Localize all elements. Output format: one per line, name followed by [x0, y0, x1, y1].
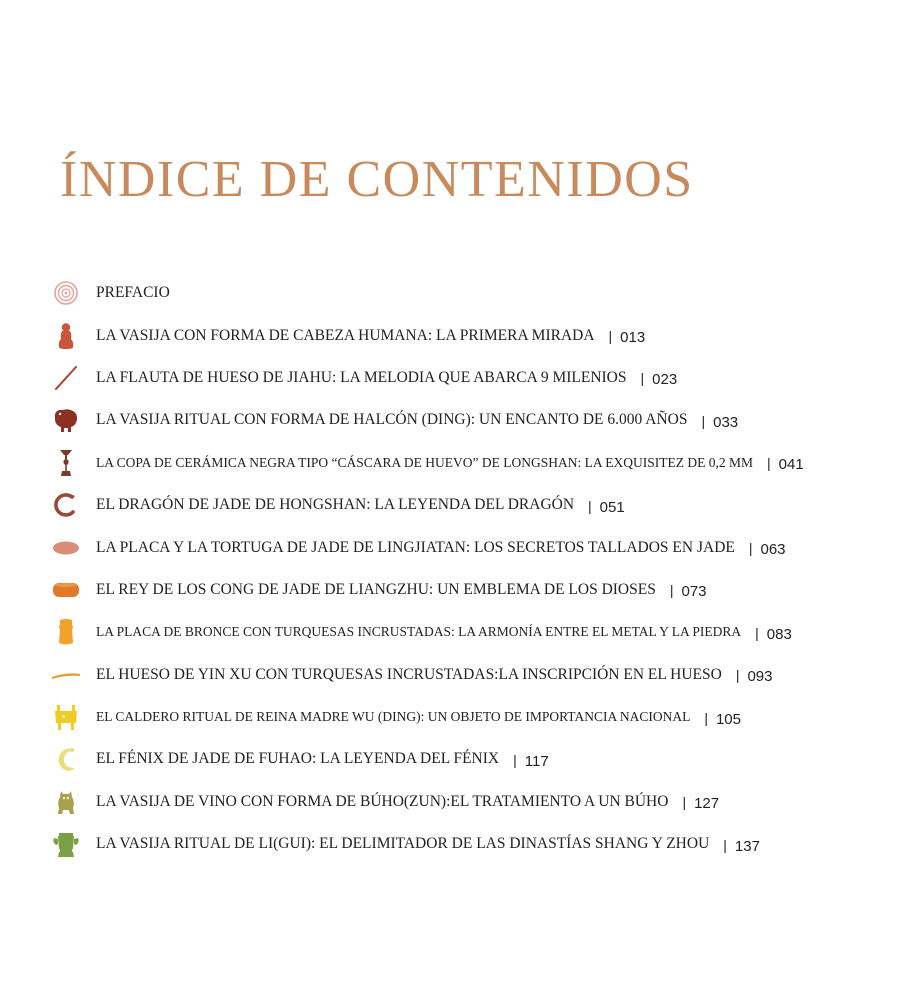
ritual-cauldron-icon	[48, 699, 84, 735]
toc-entry	[48, 654, 888, 696]
toc-entry-title: LA VASIJA CON FORMA DE CABEZA HUMANA: LA PRIMERA MIRADA	[96, 326, 595, 344]
toc-entry-title: EL CALDERO RITUAL DE REINA MADRE WU (DING): UN OBJETO DE IMPORTANCIA NACIONAL	[96, 709, 691, 725]
jade-cong-icon	[48, 572, 84, 608]
toc-entry	[48, 484, 888, 526]
inscribed-bone-icon	[48, 657, 84, 693]
toc-entry-title: EL REY DE LOS CONG DE JADE DE LIANGZHU: UN EMBLEMA DE LOS DIOSES	[96, 580, 656, 598]
toc-entry	[48, 569, 888, 611]
toc-entry-title: LA VASIJA DE VINO CON FORMA DE BÚHO(ZUN):EL TRATAMIENTO A UN BÚHO	[96, 792, 669, 810]
toc-entry-title: LA PLACA DE BRONCE CON TURQUESAS INCRUSTADAS: LA ARMONÍA ENTRE EL METAL Y LA PIEDRA	[96, 624, 742, 640]
table-of-contents	[48, 272, 888, 865]
toc-entry	[48, 272, 888, 314]
page-title: ÍNDICE DE CONTENIDOS	[60, 151, 694, 208]
toc-entry	[48, 526, 888, 568]
toc-entry-page-number: | 023	[641, 371, 678, 388]
jade-plaque-icon	[48, 530, 84, 566]
toc-entry-title: EL HUESO DE YIN XU CON TURQUESAS INCRUSTADAS:LA INSCRIPCIÓN EN EL HUESO	[96, 665, 722, 683]
toc-entry	[48, 314, 888, 356]
bronze-plaque-icon	[48, 614, 84, 650]
toc-entry	[48, 399, 888, 441]
toc-entry-page-number: | 073	[670, 583, 707, 600]
toc-entry-title: PREFACIO	[96, 284, 170, 302]
bone-flute-icon	[48, 360, 84, 396]
toc-entry	[48, 442, 888, 484]
toc-entry	[48, 696, 888, 738]
toc-entry-title: LA VASIJA RITUAL DE LI(GUI): EL DELIMITADOR DE LAS DINASTÍAS SHANG Y ZHOU	[96, 835, 710, 853]
eggshell-cup-icon	[48, 445, 84, 481]
toc-entry-page-number: | 013	[609, 329, 646, 346]
toc-entry-page-number: | 033	[701, 414, 738, 431]
toc-entry-title: EL FÉNIX DE JADE DE FUHAO: LA LEYENDA DEL FÉNIX	[96, 750, 500, 768]
toc-entry-page-number: | 105	[704, 711, 741, 728]
toc-entry-title: LA COPA DE CERÁMICA NEGRA TIPO “CÁSCARA DE HUEVO” DE LONGSHAN: LA EXQUISITEZ DE 0,2 MM	[96, 454, 754, 470]
toc-entry-page-number: | 083	[755, 626, 792, 643]
toc-entry-title: LA PLACA Y LA TORTUGA DE JADE DE LINGJIATAN: LOS SECRETOS TALLADOS EN JADE	[96, 538, 735, 556]
toc-entry	[48, 781, 888, 823]
falcon-vessel-icon	[48, 402, 84, 438]
gui-vessel-icon	[48, 826, 84, 862]
toc-entry-page-number: | 127	[682, 795, 719, 812]
toc-entry-title: LA VASIJA RITUAL CON FORMA DE HALCÓN (DING): UN ENCANTO DE 6.000 AÑOS	[96, 411, 688, 429]
jade-phoenix-icon	[48, 741, 84, 777]
toc-entry-page-number: | 051	[588, 499, 625, 516]
toc-entry	[48, 611, 888, 653]
owl-vessel-icon	[48, 784, 84, 820]
toc-entry-page-number: | 137	[723, 838, 760, 855]
toc-entry	[48, 357, 888, 399]
toc-entry	[48, 738, 888, 780]
spiral-disc-icon	[48, 275, 84, 311]
toc-entry-title: LA FLAUTA DE HUESO DE JIAHU: LA MELODIA QUE ABARCA 9 MILENIOS	[96, 368, 627, 386]
toc-entry	[48, 823, 888, 865]
human-head-vessel-icon	[48, 318, 84, 354]
toc-entry-page-number: | 117	[513, 753, 549, 770]
toc-entry-page-number: | 041	[767, 456, 804, 473]
jade-dragon-icon	[48, 487, 84, 523]
toc-entry-title: EL DRAGÓN DE JADE DE HONGSHAN: LA LEYENDA DEL DRAGÓN	[96, 496, 575, 514]
toc-entry-page-number: | 063	[749, 541, 786, 558]
toc-entry-page-number: | 093	[736, 668, 773, 685]
